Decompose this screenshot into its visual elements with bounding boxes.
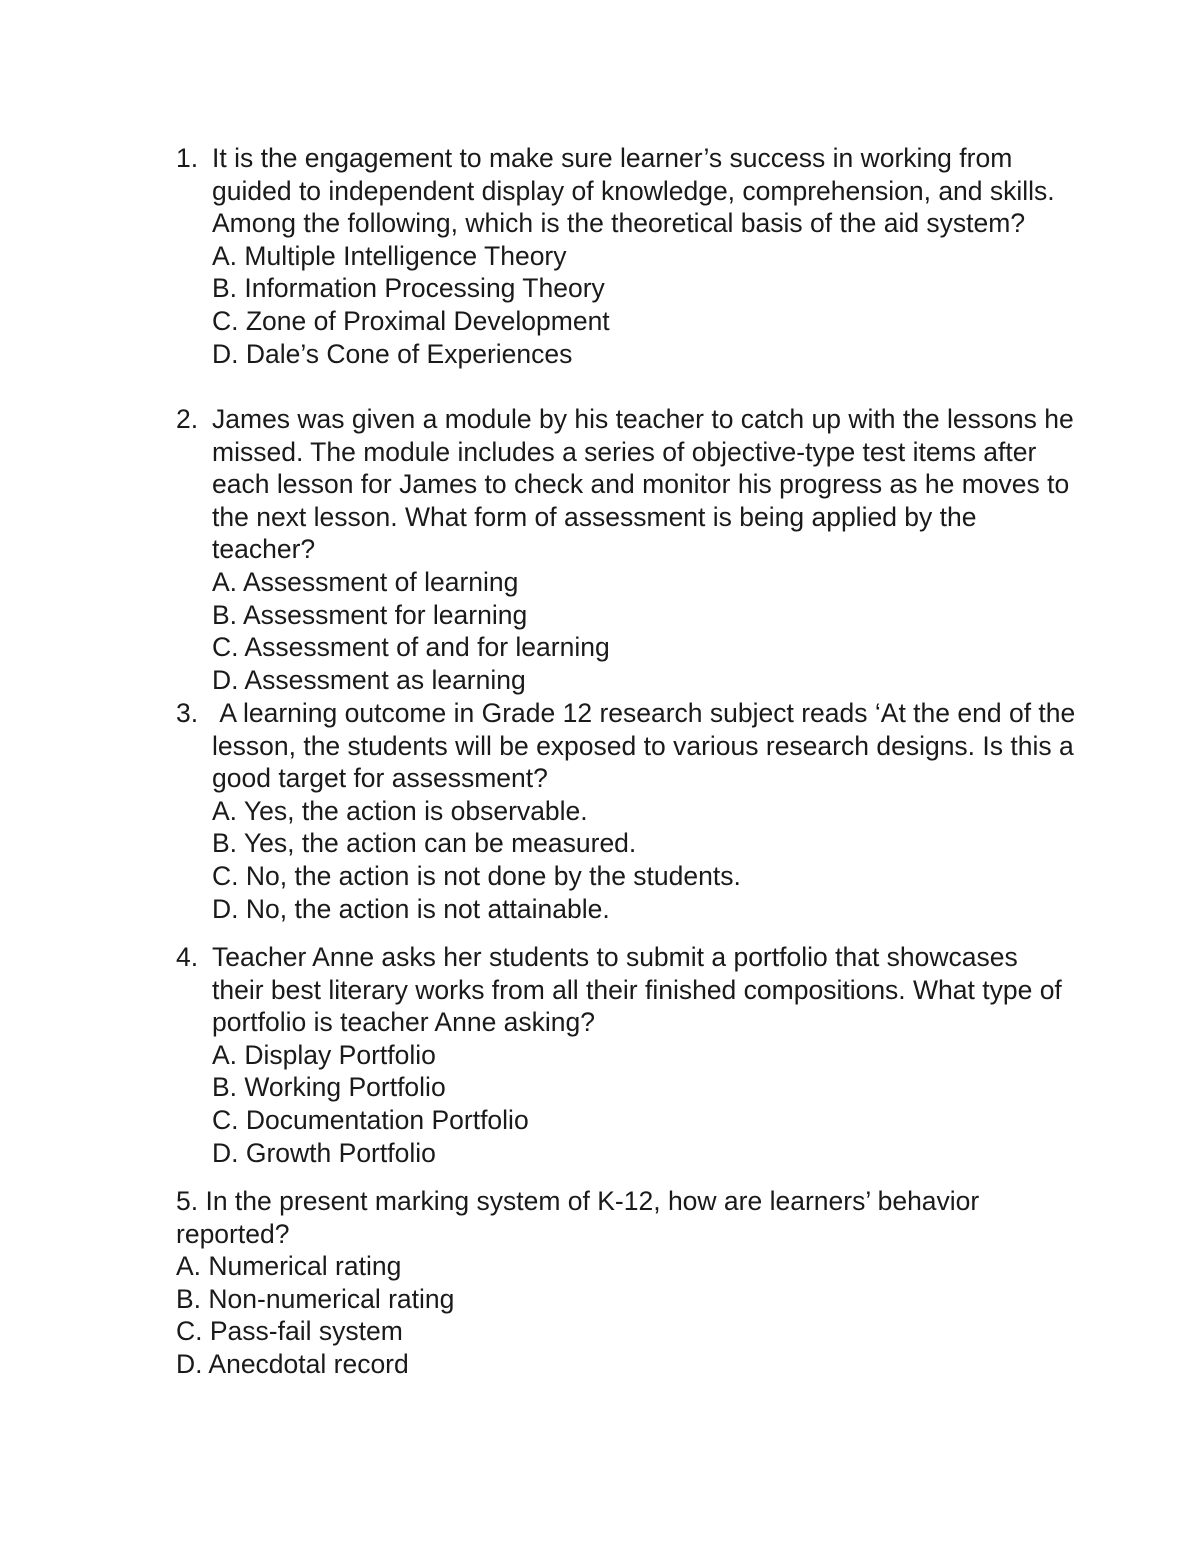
option-b: B. Non-numerical rating xyxy=(176,1283,455,1314)
option-b: B. Assessment for learning xyxy=(212,599,528,630)
question-3 xyxy=(176,697,1083,925)
option-d: D. No, the action is not attainable. xyxy=(212,893,610,924)
option-d: D. Assessment as learning xyxy=(212,664,526,695)
option-a: A. Display Portfolio xyxy=(212,1039,436,1070)
option-b: B. Yes, the action can be measured. xyxy=(212,828,637,859)
option-a: A. Numerical rating xyxy=(176,1251,402,1282)
option-d: D. Growth Portfolio xyxy=(212,1137,436,1168)
option-c: C. Documentation Portfolio xyxy=(212,1104,529,1135)
question-stem: James was given a module by his teacher to catch up with the lessons he missed. The module includes a series of objective-type test items after each lesson for James to check and monitor his progress as he moves to the next lesson. What form of assessment is being applied by the teacher? xyxy=(212,404,1082,565)
option-a: A. Multiple Intelligence Theory xyxy=(212,240,567,271)
option-a: A. Assessment of learning xyxy=(212,566,519,597)
question-stem: Teacher Anne asks her students to submit a portfolio that showcases their best literary works from all their finished compositions. What type of portfolio is teacher Anne asking? xyxy=(212,942,1070,1038)
question-number: 1. xyxy=(176,143,199,173)
option-a: A. Yes, the action is observable. xyxy=(212,795,588,826)
question-number: 3. xyxy=(176,698,199,728)
question-5 xyxy=(176,1185,1076,1381)
option-b: B. Information Processing Theory xyxy=(212,273,605,304)
option-d: D. Anecdotal record xyxy=(176,1348,409,1379)
option-d: D. Dale’s Cone of Experiences xyxy=(212,338,573,369)
question-stem: It is the engagement to make sure learner’s success in working from guided to independent display of knowledge, comprehension, and skills. Among the following, which is the theoretical basis of the aid system? xyxy=(212,143,1061,239)
question-2 xyxy=(176,403,1082,696)
option-c: C. Zone of Proximal Development xyxy=(212,305,610,336)
option-c: C. No, the action is not done by the students. xyxy=(212,860,741,891)
option-b: B. Working Portfolio xyxy=(212,1072,446,1103)
question-number: 2. xyxy=(176,404,199,434)
question-stem: 5. In the present marking system of K-12, how are learners’ behavior reported? xyxy=(176,1186,987,1249)
option-c: C. Pass-fail system xyxy=(176,1316,403,1347)
option-c: C. Assessment of and for learning xyxy=(212,632,610,663)
question-number: 4. xyxy=(176,942,199,972)
question-4 xyxy=(176,941,1076,1169)
question-1 xyxy=(176,142,1076,370)
question-stem: A learning outcome in Grade 12 research subject reads ‘At the end of the lesson, the students will be exposed to various research designs. Is this a good target for assessment? xyxy=(212,698,1083,794)
